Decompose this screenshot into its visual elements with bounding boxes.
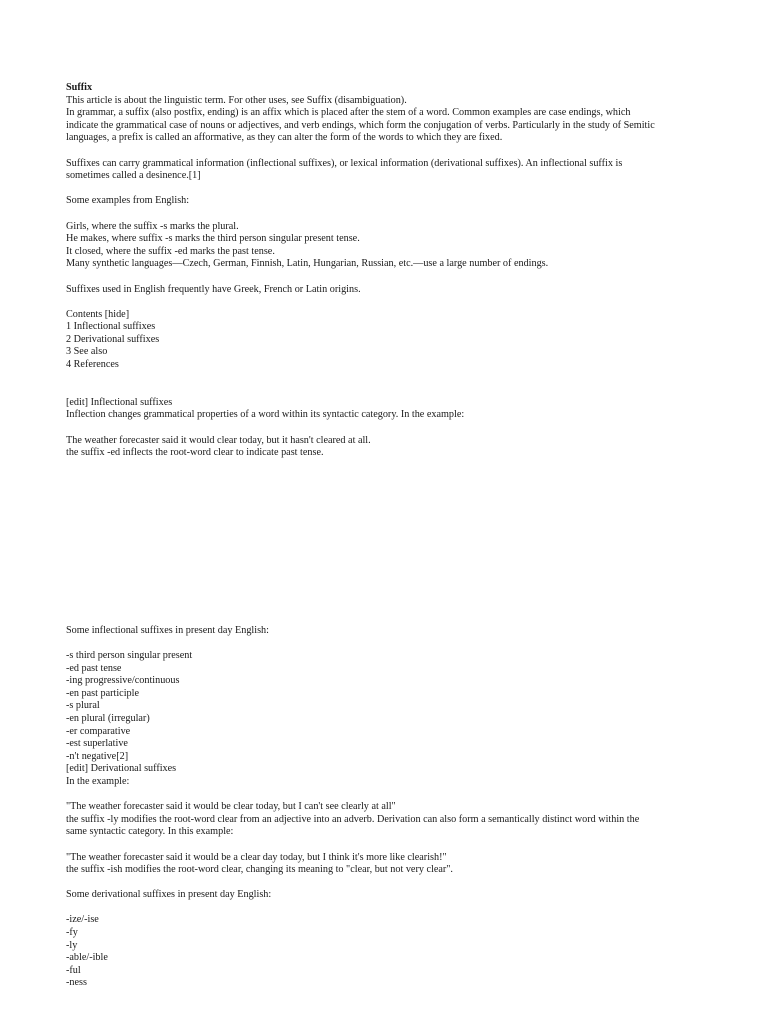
text-line: In the example: bbox=[66, 775, 130, 787]
text-line: Suffixes used in English frequently have Greek, French or Latin origins. bbox=[66, 283, 361, 295]
text-line: In grammar, a suffix (also postfix, ending) is an affix which is placed after the stem of a word. Common examples are case endings, which bbox=[66, 107, 631, 119]
text-line: -able/-ible bbox=[66, 952, 108, 964]
text-line: [edit] Inflectional suffixes bbox=[66, 396, 173, 408]
blank-line bbox=[66, 902, 712, 915]
text-line: "The weather forecaster said it would be clear today, but I can't see clearly at all" bbox=[66, 801, 396, 813]
text-line: -en past participle bbox=[66, 687, 139, 699]
page-title: Suffix bbox=[66, 82, 93, 93]
text-line: He makes, where suffix -s marks the third person singular present tense. bbox=[66, 233, 360, 245]
text-line: -n't negative[2] bbox=[66, 750, 129, 762]
blank-line bbox=[66, 372, 712, 385]
text-line: the suffix -ed inflects the root-word clear to indicate past tense. bbox=[66, 447, 324, 459]
blank-line bbox=[66, 839, 712, 852]
document-body bbox=[66, 82, 712, 990]
text-line: Some inflectional suffixes in present day English: bbox=[66, 624, 269, 636]
text-line: The weather forecaster said it would clear today, but it hasn't cleared at all. bbox=[66, 434, 371, 446]
text-line: -ing progressive/continuous bbox=[66, 675, 180, 687]
text-line: Some examples from English: bbox=[66, 195, 190, 207]
text-line: [edit] Derivational suffixes bbox=[66, 763, 177, 775]
text-line: -er comparative bbox=[66, 725, 131, 737]
text-line: -est superlative bbox=[66, 738, 128, 750]
text-line: -fy bbox=[66, 927, 78, 939]
text-line: languages, a prefix is called an afformative, as they can alter the form of the words to which they are fixed. bbox=[66, 132, 503, 144]
text-line: 3 See also bbox=[66, 346, 108, 358]
text-line: indicate the grammatical case of nouns or adjectives, and verb endings, which form the conjugation of verbs. Particularly in the study of Semitic bbox=[66, 119, 655, 131]
text-line: This article is about the linguistic term. For other uses, see Suffix (disambiguation). bbox=[66, 94, 407, 106]
text-line: -s third person singular present bbox=[66, 650, 193, 661]
blank-line bbox=[66, 877, 712, 890]
blank-line bbox=[66, 637, 712, 650]
blank-line bbox=[66, 422, 712, 435]
text-line: Suffixes can carry grammatical information (inflectional suffixes), or lexical information (derivational suffixes). An inflectional suffix is bbox=[66, 157, 623, 169]
text-line: -ful bbox=[66, 964, 81, 976]
text-line: sometimes called a desinence.[1] bbox=[66, 170, 201, 182]
blank-space bbox=[66, 460, 712, 625]
text-line: Many synthetic languages—Czech, German, Finnish, Latin, Hungarian, Russian, etc.—use a large number of endings. bbox=[66, 258, 549, 270]
blank-line bbox=[66, 208, 712, 221]
text-line: -s plural bbox=[66, 700, 100, 712]
text-line: Contents [hide] bbox=[66, 308, 130, 320]
text-line: Girls, where the suffix -s marks the plural. bbox=[66, 220, 239, 232]
text-line: Inflection changes grammatical properties of a word within its syntactic category. In the example: bbox=[66, 409, 465, 421]
text-line: It closed, where the suffix -ed marks the past tense. bbox=[66, 245, 275, 257]
text-line: the suffix -ly modifies the root-word clear from an adjective into an adverb. Derivation can also form a semantically distinct word within the bbox=[66, 813, 640, 825]
blank-line bbox=[66, 296, 712, 309]
text-line: 2 Derivational suffixes bbox=[66, 333, 160, 345]
text-line: same syntactic category. In this example: bbox=[66, 826, 234, 838]
text-line: -en plural (irregular) bbox=[66, 712, 150, 724]
text-line: 4 References bbox=[66, 359, 119, 371]
text-line: -ed past tense bbox=[66, 662, 122, 674]
text-line: "The weather forecaster said it would be a clear day today, but I think it's more like clearish!" bbox=[66, 851, 447, 863]
article-text-lower bbox=[66, 625, 712, 990]
blank-line bbox=[66, 789, 712, 802]
text-line: 1 Inflectional suffixes bbox=[66, 321, 156, 333]
text-line: Some derivational suffixes in present day English: bbox=[66, 889, 272, 901]
text-line: -ize/-ise bbox=[66, 914, 99, 926]
blank-line bbox=[66, 183, 712, 196]
blank-line bbox=[66, 145, 712, 158]
blank-line bbox=[66, 384, 712, 397]
text-line: -ness bbox=[66, 977, 87, 989]
text-line: the suffix -ish modifies the root-word clear, changing its meaning to "clear, but not very clear". bbox=[66, 864, 453, 876]
blank-line bbox=[66, 271, 712, 284]
text-line: -ly bbox=[66, 939, 78, 951]
article-text-upper bbox=[66, 95, 712, 460]
